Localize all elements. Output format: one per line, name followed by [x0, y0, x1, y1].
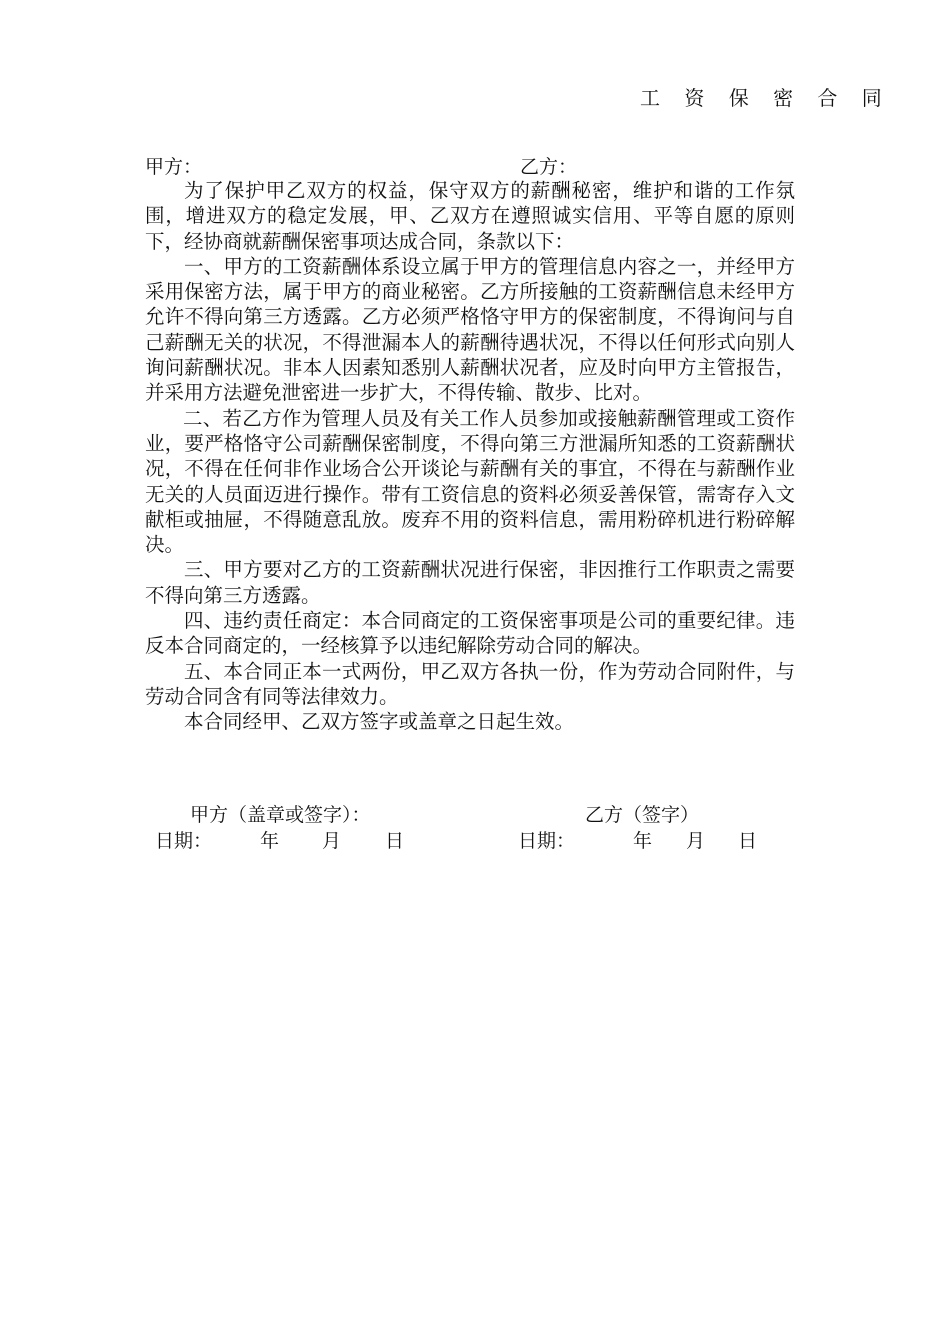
- preamble-paragraph: 为了保护甲乙双方的权益，保守双方的薪酬秘密，维护和谐的工作氛围，增进双方的稳定发展，甲、乙双方在遵照诚实信用、平等自愿的原则下，经协商就薪酬保密事项达成合同，条款以下：: [145, 179, 795, 253]
- clause-5-paragraph: 五、本合同正本一式两份，甲乙双方各执一份，作为劳动合同附件，与劳动合同含有同等法律效力。: [145, 659, 795, 708]
- date-a-month: 月: [322, 830, 342, 852]
- clause-3-paragraph: 三、甲方要对乙方的工资薪酬状况进行保密，非因推行工作职责之需要不得向第三方透露。: [145, 558, 795, 607]
- signature-b-label: 乙方（签字）: [585, 804, 700, 826]
- clause-4-paragraph: 四、违约责任商定：本合同商定的工资保密事项是公司的重要纪律。违反本合同商定的，一经核算予以违纪解除劳动合同的解决。: [145, 609, 795, 658]
- date-a-label: 日期：: [155, 830, 213, 852]
- date-row: [0, 826, 950, 852]
- date-a-year: 年: [260, 830, 280, 852]
- party-b-label: 乙方：: [520, 156, 578, 178]
- signature-a-label: 甲方（盖章或签字）：: [190, 804, 371, 826]
- clause-1-paragraph: 一、甲方的工资薪酬体系设立属于甲方的管理信息内容之一，并经甲方采用保密方法，属于甲方的商业秘密。乙方所接触的工资薪酬信息未经甲方允许不得向第三方透露。乙方必须严格恪守甲方的保密制度，不得询问与自己薪酬无关的状况，不得泄漏本人的薪酬待遇状况，不得以任何形式向别人询问薪酬状况。非本人因素知悉别人薪酬状况者，应及时向甲方主管报告，并采用方法避免泄密进一步扩大，不得传输、散步、比对。: [145, 254, 795, 405]
- parties-line: [145, 152, 795, 178]
- date-b-year: 年: [633, 830, 653, 852]
- date-b-month: 月: [686, 830, 706, 852]
- document-title: 工 资 保 密 合 同: [640, 86, 891, 110]
- date-b-label: 日期：: [518, 830, 576, 852]
- effective-paragraph: 本合同经甲、乙双方签字或盖章之日起生效。: [184, 710, 575, 734]
- date-b-day: 日: [738, 830, 758, 852]
- party-a-label: 甲方：: [145, 156, 203, 178]
- clause-2-paragraph: 二、若乙方作为管理人员及有关工作人员参加或接触薪酬管理或工资作业，要严格恪守公司薪酬保密制度，不得向第三方泄漏所知悉的工资薪酬状况，不得在任何非作业场合公开谈论与薪酬有关的事宜，不得在与薪酬作业无关的人员面迈进行操作。带有工资信息的资料必须妥善保管，需寄存入文献柜或抽屉，不得随意乱放。废弃不用的资料信息，需用粉碎机进行粉碎解决。: [145, 406, 795, 557]
- contract-body: [145, 178, 795, 735]
- date-a-day: 日: [385, 830, 405, 852]
